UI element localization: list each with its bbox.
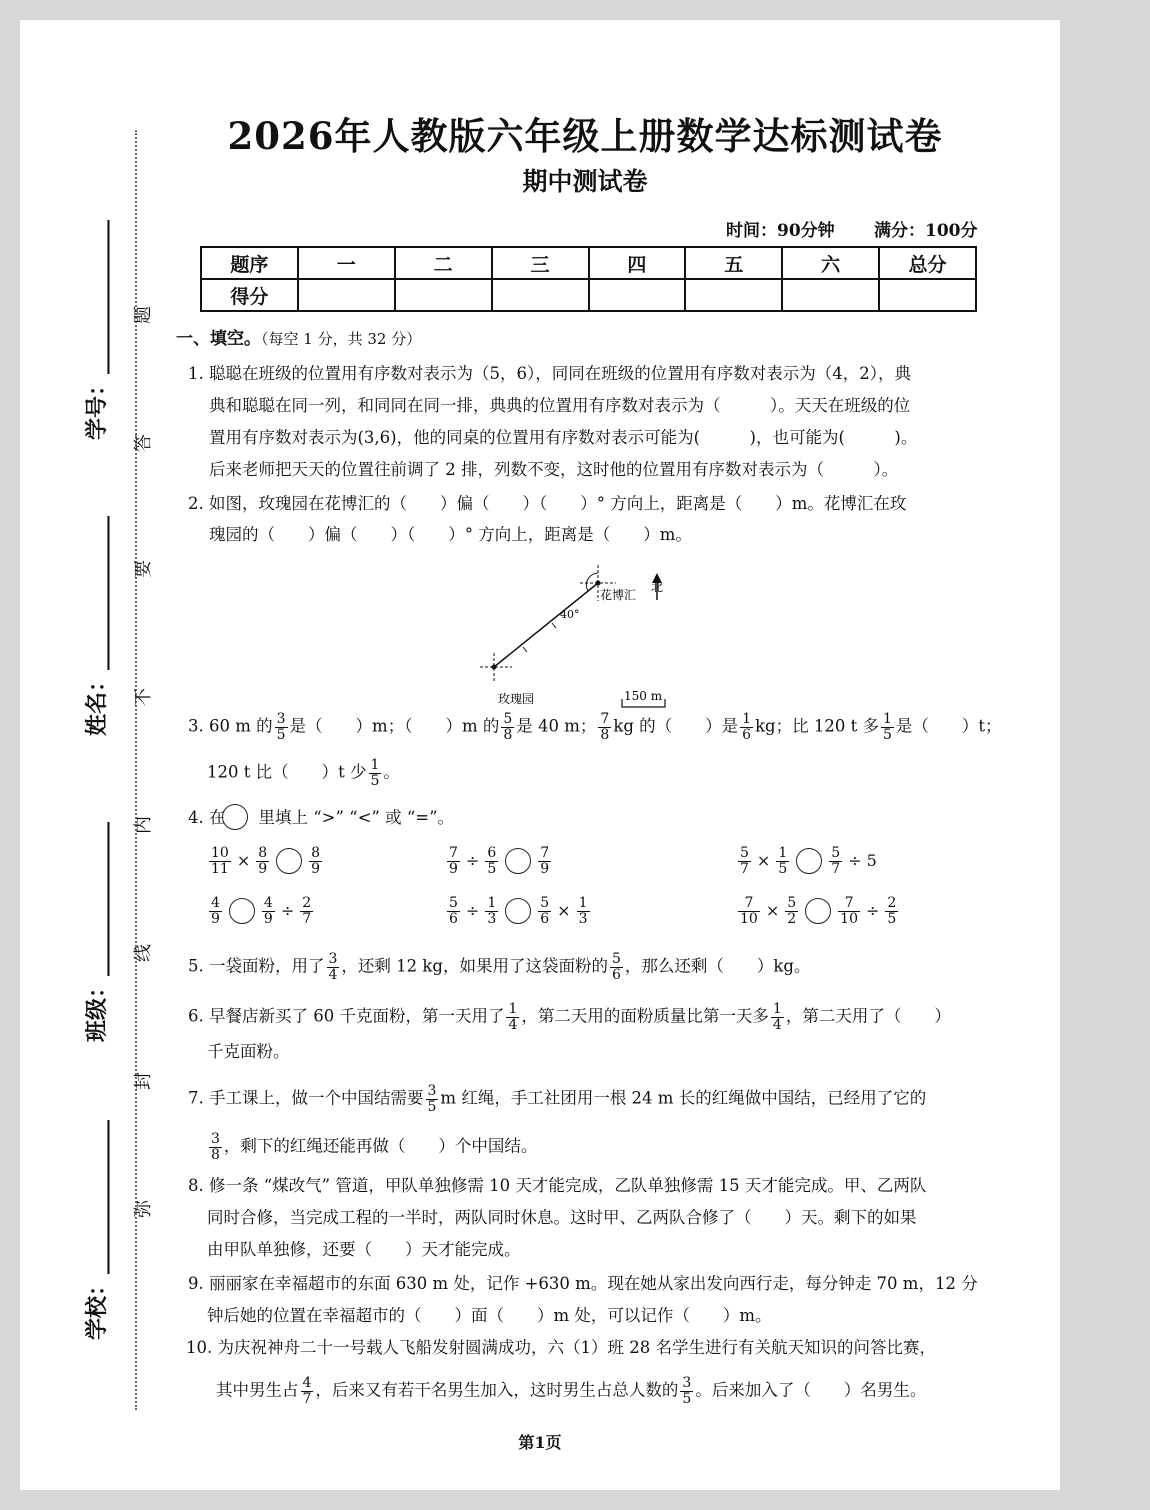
q4-circle-sample: [222, 804, 248, 830]
direction-diagram: [460, 555, 680, 706]
compare-circle[interactable]: [276, 848, 302, 874]
fraction: [327, 952, 340, 982]
fraction: [369, 758, 382, 788]
fraction: [447, 896, 460, 926]
fraction: [771, 1002, 784, 1032]
score-table-cell: 一: [298, 247, 395, 279]
exam-subtitle: 期中测试卷: [522, 167, 648, 196]
fraction: [300, 896, 313, 926]
operator-tail: ÷ 5: [848, 851, 877, 871]
seal-char: 要: [133, 560, 154, 578]
q10-text: ，后来又有若干名男生加入，这时男生占总人数的: [315, 1380, 679, 1400]
fraction: [738, 896, 760, 926]
denominator: 10: [740, 910, 758, 927]
score-input-cell[interactable]: [879, 279, 976, 311]
section-heading: [176, 331, 421, 348]
score-table-cell: 六: [782, 247, 879, 279]
denominator: 10: [840, 910, 858, 927]
numerator: 5: [540, 895, 550, 911]
score-input-cell[interactable]: [782, 279, 879, 311]
numerator: 3: [427, 1083, 437, 1099]
seal-char: 答: [133, 434, 154, 452]
numerator: 7: [540, 845, 550, 861]
q1-line: 置用有序数对表示为(3,6)，他的同桌的位置用有序数对表示可能为( )，也可能为( )。: [209, 428, 918, 447]
fraction: [501, 712, 514, 742]
denominator: 5: [427, 1098, 437, 1115]
q4-item: [445, 846, 553, 876]
numerator: 3: [682, 1375, 692, 1391]
denominator: 3: [578, 910, 588, 927]
school-label: 学校：: [84, 1273, 110, 1340]
operator: ÷: [465, 851, 480, 871]
numerator: 1: [578, 895, 588, 911]
scale-label: 150 m: [624, 689, 663, 703]
numerator: 1: [508, 1001, 518, 1017]
fraction: [577, 896, 590, 926]
operator: ×: [236, 851, 251, 871]
compare-circle[interactable]: [505, 848, 531, 874]
q6-line: [188, 1002, 951, 1032]
q4-item: [736, 846, 881, 876]
fraction: [881, 712, 894, 742]
denominator: 9: [211, 910, 220, 927]
q6-text: ，第二天用了（ ）: [785, 1006, 951, 1026]
fraction: [485, 846, 498, 876]
score-table-score-row: [201, 279, 976, 311]
numerator: 1: [772, 1001, 782, 1017]
numerator: 2: [302, 895, 312, 911]
q10-line: [216, 1376, 926, 1406]
score-table-cell: 题序: [201, 247, 298, 279]
q5-line: [188, 952, 810, 982]
denominator: 11: [211, 860, 229, 877]
fraction: [740, 712, 753, 742]
score-table-header-row: [201, 247, 976, 279]
q3-text: 。: [383, 762, 400, 782]
numerator: 1: [742, 711, 752, 727]
denominator: 6: [611, 966, 621, 983]
operator: ÷: [865, 901, 880, 921]
denominator: 6: [742, 726, 752, 743]
route-line: [494, 583, 598, 667]
numerator: 4: [263, 895, 273, 911]
score-input-cell[interactable]: [685, 279, 782, 311]
numerator: 2: [887, 895, 897, 911]
exam-page: [20, 20, 1060, 1490]
seal-char: 弥: [133, 1200, 154, 1218]
numerator: 4: [302, 1375, 312, 1391]
time-info: 时间：90分钟: [726, 221, 835, 241]
fraction: [776, 846, 789, 876]
fraction: [447, 846, 460, 876]
score-table-cell: 五: [685, 247, 782, 279]
denominator: 7: [302, 1390, 312, 1407]
fraction: [426, 1084, 439, 1114]
numerator: 8: [258, 845, 268, 861]
q1-line: 典和聪聪在同一列，和同同在同一排，典典的位置用有序数对表示为（ ）。天天在班级的位: [209, 396, 911, 415]
denominator: 9: [263, 910, 273, 927]
fraction: [610, 952, 623, 982]
q7-line: [188, 1084, 926, 1114]
score-input-cell[interactable]: [395, 279, 492, 311]
denominator: 5: [778, 860, 788, 877]
rose-garden-label: 玫瑰园: [498, 692, 535, 706]
denominator: 5: [882, 726, 892, 743]
score-input-cell[interactable]: [492, 279, 589, 311]
q7-text: m 红绳，手工社团用一根 24 m 长的红绳做中国结，已经用了它的: [440, 1088, 927, 1108]
denominator: 5: [682, 1390, 692, 1407]
denominator: 8: [503, 726, 513, 743]
denominator: 5: [370, 772, 380, 789]
denominator: 6: [449, 910, 458, 927]
q8-line: 由甲队单独修，还要（ ）天才能完成。: [207, 1240, 521, 1259]
q5-text: ，那么还剩（ ）kg。: [624, 956, 811, 976]
q8-line: 同时合修，当完成工程的一半时，两队同时休息。这时甲、乙两队合修了（ ）天。剩下的如果: [207, 1208, 917, 1227]
seal-char: 线: [133, 944, 154, 962]
q3-line: [188, 712, 1002, 742]
numerator: 3: [276, 711, 286, 727]
fraction: [838, 896, 860, 926]
name-field[interactable]: 姓名：______________: [84, 515, 110, 736]
q3-text: kg 的（ ）是: [613, 716, 739, 736]
q10-line: 10. 为庆祝神舟二十一号载人飞船发射圆满成功，六（1）班 28 名学生进行有关航天知识的问答比赛，: [186, 1338, 936, 1357]
denominator: 7: [831, 860, 841, 877]
section-points: （每空 1 分，共 32 分）: [261, 330, 422, 348]
q6-text: ，第二天用的面粉质量比第一天多: [521, 1006, 769, 1026]
rose-garden-point: [492, 665, 497, 670]
numerator: 8: [311, 845, 321, 861]
compare-circle[interactable]: [505, 898, 531, 924]
score-table-cell: 二: [395, 247, 492, 279]
q4-instruction: 4. 在 里填上 “>” “<” 或 “=”。: [188, 808, 455, 827]
north-label: 北: [651, 580, 664, 594]
seal-char: 不: [133, 688, 154, 706]
denominator: 3: [487, 910, 497, 927]
class-field[interactable]: 班级：______________: [84, 821, 110, 1042]
denominator: 2: [787, 910, 797, 927]
numerator: 4: [211, 895, 220, 911]
fraction: [785, 896, 798, 926]
q2-line: 2. 如图，玫瑰园在花博汇的（ ）偏（ ）（ ）° 方向上，距离是（ ）m。花博汇在玫: [188, 494, 907, 513]
denominator: 8: [211, 1146, 220, 1163]
denominator: 9: [449, 860, 458, 877]
school-field[interactable]: 学校：______________: [84, 1119, 110, 1340]
fraction: [275, 712, 288, 742]
score-table-cell: 总分: [879, 247, 976, 279]
fraction: [262, 896, 275, 926]
numerator: 1: [370, 757, 380, 773]
numerator: 7: [738, 896, 760, 912]
q3-text: 3. 60 m 的: [188, 716, 273, 736]
q4-item: [207, 846, 324, 876]
denominator: 5: [487, 860, 497, 877]
numerator: 7: [449, 845, 458, 861]
numerator: 1: [882, 711, 892, 727]
compare-circle[interactable]: [229, 898, 255, 924]
fraction: [209, 896, 222, 926]
q3-text: 是 40 m；: [516, 716, 597, 736]
q7-line: [207, 1132, 537, 1162]
score-input-cell[interactable]: [589, 279, 686, 311]
expo-label: 花博汇: [600, 588, 637, 602]
numerator: 3: [328, 951, 338, 967]
seal-char: 封: [133, 1072, 154, 1090]
score-input-cell[interactable]: [298, 279, 395, 311]
q1-line: 后来老师把天天的位置往前调了 2 排，列数不变，这时他的位置用有序数对表示为（ ）。: [209, 460, 899, 479]
score-info: 满分：100分: [874, 221, 978, 241]
score-table: [200, 246, 977, 312]
seal-char: 题: [133, 306, 154, 324]
name-label: 姓名：: [84, 669, 110, 736]
fraction: [309, 846, 322, 876]
operator: ×: [756, 851, 771, 871]
fraction: [301, 1376, 314, 1406]
fraction: [598, 712, 611, 742]
section-title: 一、填空。: [176, 329, 261, 349]
q4-item: [207, 896, 315, 926]
numerator: 3: [211, 1131, 220, 1147]
operator: ×: [765, 901, 780, 921]
q6-text: 6. 早餐店新买了 60 千克面粉，第一天用了: [188, 1006, 505, 1026]
denominator: 9: [311, 860, 321, 877]
q3-line: [207, 758, 400, 788]
denominator: 8: [600, 726, 610, 743]
expo-point: [596, 581, 601, 586]
fraction: [256, 846, 269, 876]
denominator: 7: [302, 910, 312, 927]
denominator: 6: [540, 910, 550, 927]
operator: ÷: [280, 901, 295, 921]
q6-line: 千克面粉。: [207, 1042, 290, 1061]
q3-text: 是（ ）t；: [895, 716, 1002, 736]
numerator: 5: [611, 951, 621, 967]
fraction: [680, 1376, 693, 1406]
q10-text: 其中男生占: [216, 1380, 299, 1400]
tick-mark: [523, 647, 527, 652]
class-label: 班级：: [84, 975, 110, 1042]
fraction: [885, 896, 898, 926]
exam-title: 2026年人教版六年级上册数学达标测试卷: [227, 114, 943, 158]
q8-line: 8. 修一条 “煤改气” 管道，甲队单独修需 10 天才能完成，乙队单独修需 15 天才能完成。甲、乙两队: [188, 1176, 927, 1195]
fraction: [538, 896, 551, 926]
numerator: 5: [740, 845, 749, 861]
fraction: [538, 846, 551, 876]
q4-item: [736, 896, 900, 926]
q3-text: kg；比 120 t 多: [755, 716, 879, 736]
fraction: [506, 1002, 519, 1032]
q3-text: 120 t 比（ ）t 少: [207, 762, 367, 782]
numerator: 5: [831, 845, 841, 861]
seal-char: 内: [133, 816, 154, 834]
page-number: 第1页: [518, 1433, 562, 1452]
q2-line: 瑰园的（ ）偏（ ）（ ）° 方向上，距离是（ ）m。: [209, 525, 692, 544]
operator: ×: [557, 901, 571, 921]
student-id-field[interactable]: 学号：______________: [84, 219, 110, 440]
fraction: [829, 846, 842, 876]
compare-circle[interactable]: [805, 898, 831, 924]
q10-text: 。后来加入了（ ）名男生。: [695, 1380, 927, 1400]
denominator: 5: [276, 726, 286, 743]
student-id-label: 学号：: [84, 373, 110, 440]
compare-circle[interactable]: [796, 848, 822, 874]
denominator: 4: [508, 1016, 518, 1033]
score-table-cell: 四: [589, 247, 686, 279]
numerator: 7: [600, 711, 610, 727]
tick-mark: [552, 623, 556, 628]
numerator: 6: [487, 845, 497, 861]
denominator: 9: [258, 860, 268, 877]
numerator: 10: [211, 845, 229, 861]
fraction: [485, 896, 498, 926]
numerator: 5: [449, 895, 458, 911]
numerator: 7: [838, 896, 860, 912]
numerator: 1: [778, 845, 788, 861]
denominator: 9: [540, 860, 550, 877]
q9-line: 钟后她的位置在幸福超市的（ ）面（ ）m 处，可以记作（ ）m。: [207, 1306, 772, 1325]
q5-text: 5. 一袋面粉，用了: [188, 956, 325, 976]
q7-text: ，剩下的红绳还能再做（ ）个中国结。: [223, 1136, 538, 1156]
q9-line: 9. 丽丽家在幸福超市的东面 630 m 处，记作 +630 m。现在她从家出发向西行走，每分钟走 70 m，12 分: [188, 1274, 978, 1293]
q5-text: ，还剩 12 kg，如果用了这袋面粉的: [341, 956, 608, 976]
score-row-label: 得分: [201, 279, 298, 311]
operator: ÷: [465, 901, 480, 921]
angle-label: 40°: [560, 608, 580, 621]
q3-text: 是（ ）m；（ ）m 的: [289, 716, 500, 736]
denominator: 4: [772, 1016, 782, 1033]
score-table-cell: 三: [492, 247, 589, 279]
numerator: 5: [503, 711, 513, 727]
numerator: 1: [487, 895, 497, 911]
denominator: 4: [328, 966, 338, 983]
fraction: [209, 846, 231, 876]
numerator: 5: [787, 895, 797, 911]
fraction: [738, 846, 751, 876]
denominator: 5: [887, 910, 897, 927]
q4-item: [445, 896, 592, 926]
fraction: [209, 1132, 222, 1162]
q1-line: 1. 聪聪在班级的位置用有序数对表示为（5，6），同同在班级的位置用有序数对表示为（4，2），典: [188, 364, 911, 383]
denominator: 7: [740, 860, 749, 877]
q7-text: 7. 手工课上，做一个中国结需要: [188, 1088, 424, 1108]
